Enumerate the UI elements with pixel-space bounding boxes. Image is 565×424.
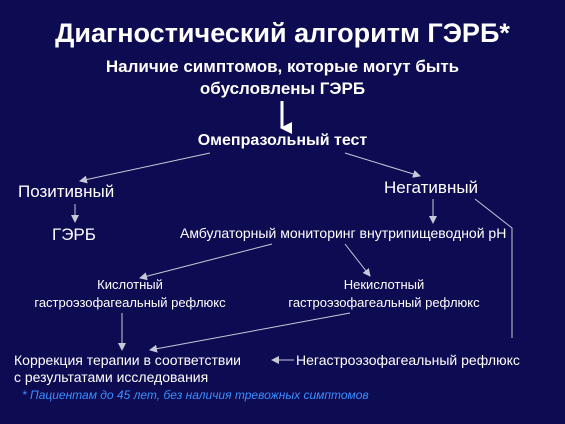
positive-node: Позитивный xyxy=(18,182,115,201)
acid-reflux-node xyxy=(0,276,260,311)
arrow-monitoring-to-nonacid xyxy=(345,244,370,276)
therapy-correction-node xyxy=(14,352,241,386)
arrow-nonacid-to-correction xyxy=(150,313,350,350)
ambulatory-monitoring-node: Амбулаторный мониторинг внутрипищеводной рН xyxy=(180,225,507,241)
nonacid-reflux-line-2: гастроэзофагеальный рефлюкс xyxy=(288,294,480,310)
arrow-test-to-negative xyxy=(345,153,420,176)
omeprazole-test-node: Омепразольный тест xyxy=(197,132,368,149)
subtitle-line-2: обусловлены ГЭРБ xyxy=(199,79,366,99)
gerd-node: ГЭРБ xyxy=(52,225,96,244)
footnote: * Пациентам до 45 лет, без наличия тревожных симптомов xyxy=(22,388,369,402)
subtitle-line-1: Наличие симптомов, которые могут быть xyxy=(105,57,460,76)
arrow-monitoring-to-acid xyxy=(140,244,272,278)
slide-title: Диагностический алгоритм ГЭРБ* xyxy=(55,18,510,48)
therapy-correction-line-1: Коррекция терапии в соответствии xyxy=(14,352,241,368)
arrow-test-to-positive xyxy=(80,153,210,181)
nonacid-reflux-line-1: Некислотный xyxy=(343,277,425,292)
therapy-correction-line-2: с результатами исследования xyxy=(14,368,209,385)
non-gastroesophageal-reflux-node: Негастроэзофагеальный рефлюкс xyxy=(296,352,520,368)
acid-reflux-line-1: Кислотный xyxy=(97,277,163,292)
acid-reflux-line-2: гастроэзофагеальный рефлюкс xyxy=(34,294,226,310)
negative-node: Негативный xyxy=(384,178,479,197)
nonacid-reflux-node xyxy=(264,276,504,311)
line-negative-to-nongastro xyxy=(475,199,512,338)
